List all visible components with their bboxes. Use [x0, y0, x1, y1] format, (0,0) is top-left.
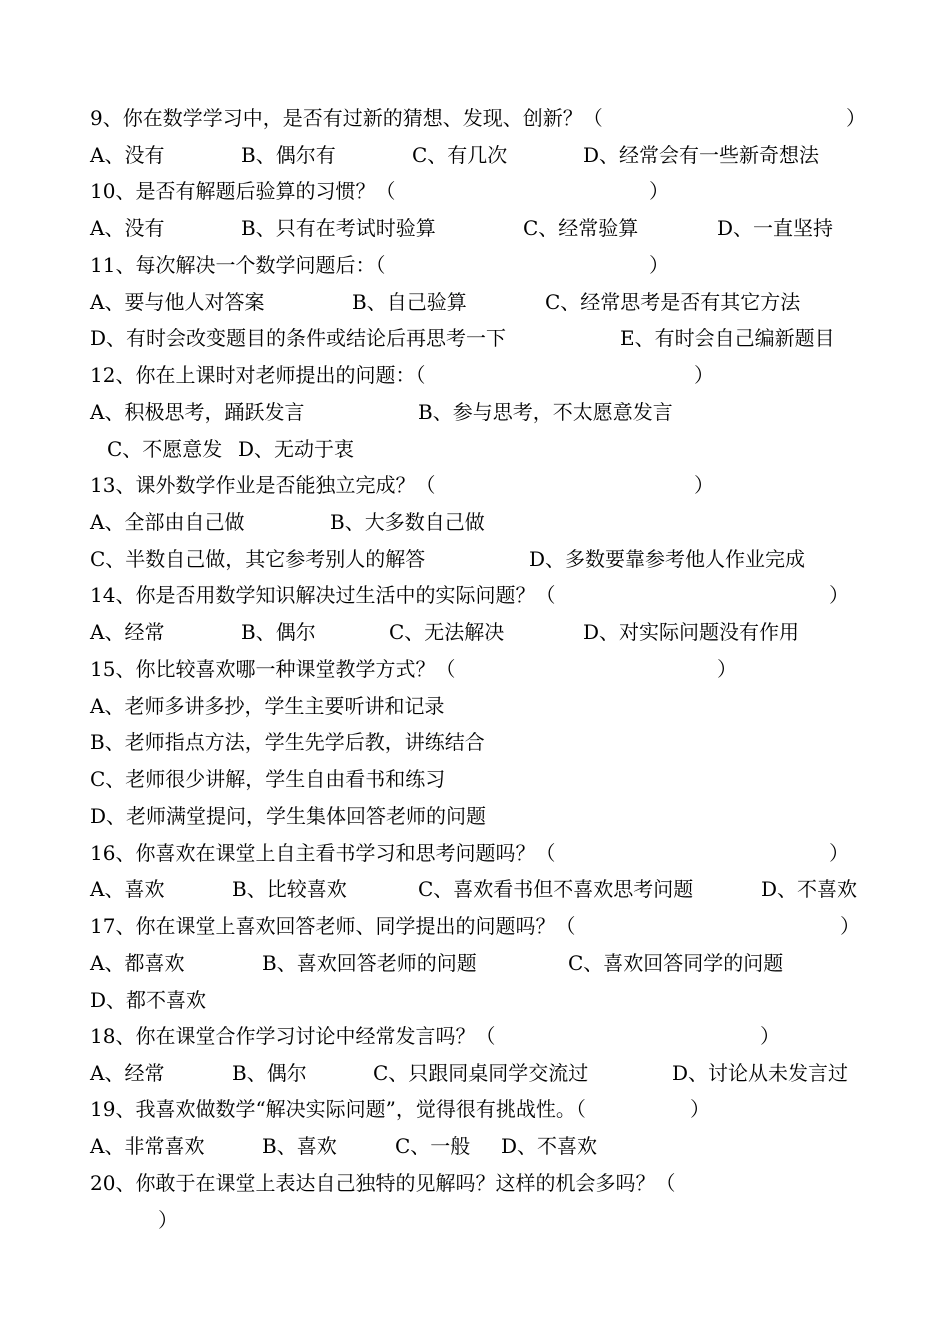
question-17-close-paren: ） — [840, 914, 860, 938]
q12-option-c: C、不愿意发 — [107, 437, 223, 461]
question-12-close-paren: ） — [694, 363, 714, 387]
q10-option-a: A、没有 — [90, 216, 165, 240]
q12-option-d: D、无动于衷 — [238, 437, 355, 461]
q9-option-b: B、偶尔有 — [241, 143, 336, 167]
q13-option-b: B、大多数自己做 — [330, 510, 485, 534]
q16-option-b: B、比较喜欢 — [232, 877, 347, 901]
question-9-text: 9、你在数学学习中，是否有过新的猜想、发现、创新？（ — [90, 106, 603, 130]
q18-option-d: D、讨论从未发言过 — [672, 1061, 849, 1085]
q14-option-a: A、经常 — [90, 620, 165, 644]
question-19-close-paren: ） — [690, 1097, 710, 1121]
q17-option-d: D、都不喜欢 — [90, 988, 207, 1012]
q11-option-d: D、有时会改变题目的条件或结论后再思考一下 — [90, 326, 507, 350]
q16-option-c: C、喜欢看书但不喜欢思考问题 — [418, 877, 694, 901]
question-10-text: 10、是否有解题后验算的习惯？（ — [90, 179, 396, 203]
q12-option-b: B、参与思考，不太愿意发言 — [418, 400, 673, 424]
q15-option-c: C、老师很少讲解，学生自由看书和练习 — [90, 767, 446, 791]
q12-option-a: A、积极思考，踊跃发言 — [90, 400, 305, 424]
question-14-text: 14、你是否用数学知识解决过生活中的实际问题？（ — [90, 583, 556, 607]
q19-option-c: C、一般 — [395, 1134, 471, 1158]
q15-option-a: A、老师多讲多抄，学生主要听讲和记录 — [90, 694, 445, 718]
question-19-text: 19、我喜欢做数学“解决实际问题”，觉得很有挑战性。（ — [90, 1097, 586, 1121]
q13-option-d: D、多数要靠参考他人作业完成 — [529, 547, 806, 571]
question-18-close-paren: ） — [760, 1024, 780, 1048]
q11-option-e: E、有时会自己编新题目 — [620, 326, 835, 350]
q11-option-b: B、自己验算 — [352, 290, 467, 314]
question-9-close-paren: ） — [846, 106, 866, 130]
q19-option-a: A、非常喜欢 — [90, 1134, 205, 1158]
question-11-close-paren: ） — [649, 253, 669, 277]
question-13-text: 13、课外数学作业是否能独立完成？（ — [90, 473, 436, 497]
q13-option-a: A、全部由自己做 — [90, 510, 245, 534]
question-20-close-paren: ） — [158, 1208, 178, 1232]
q9-option-d: D、经常会有一些新奇想法 — [583, 143, 820, 167]
q17-option-c: C、喜欢回答同学的问题 — [568, 951, 784, 975]
q9-option-a: A、没有 — [90, 143, 165, 167]
q16-option-d: D、不喜欢 — [761, 877, 858, 901]
q13-option-c: C、半数自己做，其它参考别人的解答 — [90, 547, 426, 571]
q10-option-c: C、经常验算 — [523, 216, 639, 240]
q9-option-c: C、有几次 — [412, 143, 508, 167]
q15-option-b: B、老师指点方法，学生先学后教，讲练结合 — [90, 730, 485, 754]
question-16-close-paren: ） — [829, 841, 849, 865]
q18-option-c: C、只跟同桌同学交流过 — [373, 1061, 589, 1085]
q10-option-b: B、只有在考试时验算 — [241, 216, 436, 240]
q14-option-d: D、对实际问题没有作用 — [583, 620, 800, 644]
question-18-text: 18、你在课堂合作学习讨论中经常发言吗？（ — [90, 1024, 496, 1048]
question-17-text: 17、你在课堂上喜欢回答老师、同学提出的问题吗？（ — [90, 914, 576, 938]
q14-option-c: C、无法解决 — [389, 620, 505, 644]
question-15-close-paren: ） — [717, 657, 737, 681]
q17-option-a: A、都喜欢 — [90, 951, 185, 975]
q16-option-a: A、喜欢 — [90, 877, 165, 901]
q17-option-b: B、喜欢回答老师的问题 — [262, 951, 477, 975]
question-16-text: 16、你喜欢在课堂上自主看书学习和思考问题吗？（ — [90, 841, 556, 865]
q19-option-d: D、不喜欢 — [501, 1134, 598, 1158]
q18-option-a: A、经常 — [90, 1061, 165, 1085]
question-12-text: 12、你在上课时对老师提出的问题：（ — [90, 363, 426, 387]
q11-option-c: C、经常思考是否有其它方法 — [545, 290, 801, 314]
question-10-close-paren: ） — [649, 179, 669, 203]
question-11-text: 11、每次解决一个数学问题后：（ — [90, 253, 386, 277]
q18-option-b: B、偶尔 — [232, 1061, 307, 1085]
q14-option-b: B、偶尔 — [241, 620, 316, 644]
q19-option-b: B、喜欢 — [262, 1134, 337, 1158]
question-14-close-paren: ） — [829, 583, 849, 607]
question-15-text: 15、你比较喜欢哪一种课堂教学方式？（ — [90, 657, 456, 681]
q11-option-a: A、要与他人对答案 — [90, 290, 265, 314]
question-20-text: 20、你敢于在课堂上表达自己独特的见解吗？这样的机会多吗？（ — [90, 1171, 676, 1195]
q10-option-d: D、一直坚持 — [717, 216, 834, 240]
question-13-close-paren: ） — [694, 473, 714, 497]
q15-option-d: D、老师满堂提问，学生集体回答老师的问题 — [90, 804, 487, 828]
